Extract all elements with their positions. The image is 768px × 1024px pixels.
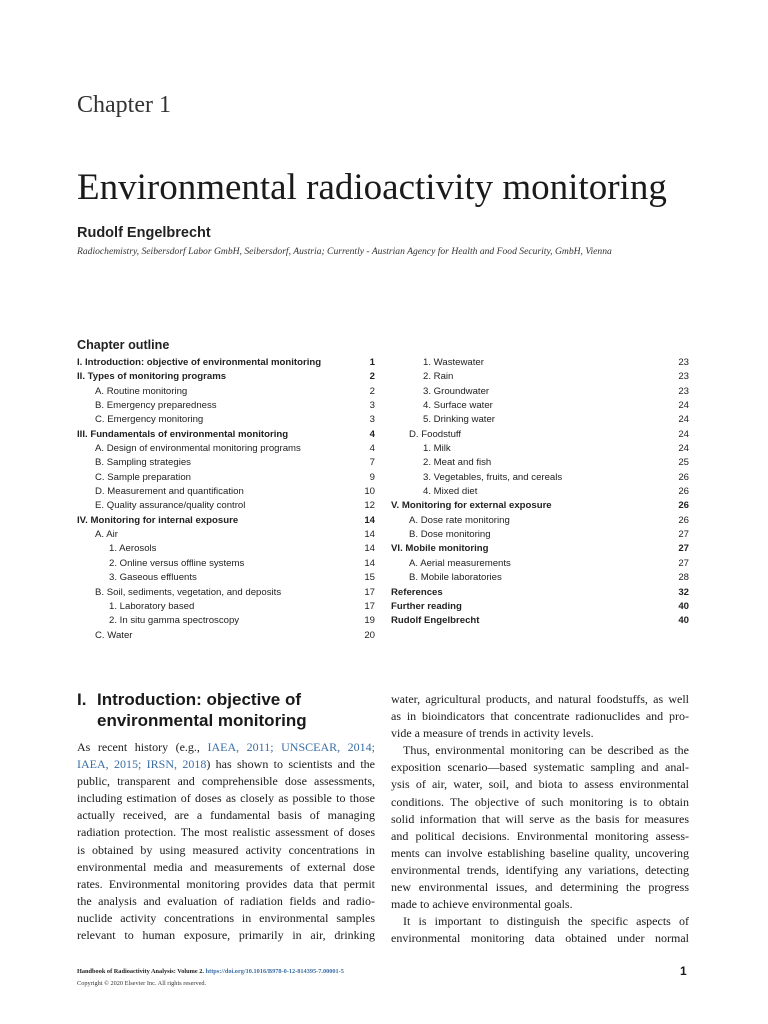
- body-text-line: [77, 893, 375, 910]
- author-affiliation: Radiochemistry, Seibersdorf Labor GmbH, Seibersdorf, Austria; Currently - Austrian Agency for Health and Food Security, GmbH, Vienna: [77, 246, 612, 257]
- section-number: I.: [77, 690, 87, 709]
- outline-entry-page: 24: [678, 428, 689, 440]
- outline-entry[interactable]: [77, 385, 375, 399]
- chapter-label: Chapter 1: [77, 92, 171, 118]
- outline-entry[interactable]: [391, 499, 689, 513]
- outline-entry[interactable]: [391, 600, 689, 614]
- outline-entry-title: I. Introduction: objective of environmental monitoring: [77, 357, 322, 368]
- outline-entry-title: B. Dose monitoring: [409, 529, 491, 541]
- outline-entry-page: 24: [678, 400, 689, 412]
- outline-entry[interactable]: [391, 528, 689, 542]
- outline-entry[interactable]: [391, 586, 689, 600]
- body-text-line: [391, 896, 689, 913]
- body-text-segment: solid information that will serve as the basis for measures: [391, 811, 689, 826]
- outline-entry-title: 1. Wastewater: [423, 357, 484, 368]
- outline-entry-page: 14: [364, 543, 375, 555]
- outline-entry-title: 3. Vegetables, fruits, and cereals: [423, 471, 563, 483]
- body-text-line: [391, 879, 689, 896]
- body-text-line: [391, 742, 689, 759]
- body-text-segment: It is important to distinguish the specific aspects of: [403, 914, 689, 929]
- body-text-line: [391, 708, 689, 725]
- outline-entry-title: A. Air: [95, 529, 118, 541]
- outline-entry[interactable]: [77, 428, 375, 442]
- body-text-segment: ysis of air, water, soil, and biota to assess environmental: [391, 777, 689, 792]
- outline-entry-title: 1. Milk: [423, 443, 451, 455]
- body-text-segment: relevant to human exposure, primarily in air, drinking: [77, 928, 375, 943]
- body-text-line: [77, 859, 375, 876]
- outline-entry-title: Rudolf Engelbrecht: [391, 615, 480, 627]
- body-text-segment: radiation protection. The most realistic assessment of doses: [77, 825, 375, 840]
- outline-entry-page: 4: [369, 443, 375, 455]
- body-text-line: [391, 930, 689, 947]
- outline-entry-title: A. Design of environmental monitoring programs: [95, 443, 301, 455]
- outline-entry[interactable]: [77, 586, 375, 600]
- outline-entry-title: 3. Groundwater: [423, 385, 490, 397]
- outline-entry[interactable]: [77, 399, 375, 413]
- outline-entry-page: 23: [678, 371, 689, 383]
- outline-entry[interactable]: [391, 456, 689, 470]
- outline-entry-page: 27: [678, 543, 689, 555]
- citation-link[interactable]: IAEA, 2011; UNSCEAR, 2014;: [207, 740, 375, 754]
- outline-entry-title: 2. Meat and fish: [423, 457, 492, 469]
- outline-entry[interactable]: [391, 614, 689, 628]
- outline-entry[interactable]: [77, 356, 375, 370]
- outline-entry[interactable]: [391, 542, 689, 556]
- body-text-segment: Thus, environmental monitoring can be described as the: [403, 743, 689, 758]
- outline-entry-page: 17: [364, 586, 375, 598]
- outline-entry[interactable]: [391, 557, 689, 571]
- outline-entry-page: 26: [678, 514, 689, 526]
- outline-entry[interactable]: [391, 399, 689, 413]
- body-text-line: [391, 776, 689, 793]
- body-text-segment: environmental trends, identifying any variations, detecting: [391, 862, 689, 877]
- outline-entry-page: 1: [369, 357, 375, 368]
- outline-entry[interactable]: [77, 600, 375, 614]
- outline-entry[interactable]: [77, 571, 375, 585]
- body-text-line: [391, 794, 689, 811]
- page-number: 1: [680, 964, 687, 978]
- outline-entry-title: B. Sampling strategies: [95, 457, 191, 469]
- outline-entry-title: 2. Rain: [423, 371, 454, 383]
- outline-entry[interactable]: [391, 571, 689, 585]
- outline-entry-page: 20: [364, 629, 375, 641]
- outline-entry-page: 4: [369, 428, 375, 440]
- outline-entry-title: References: [391, 586, 443, 598]
- outline-entry-page: 23: [678, 385, 689, 397]
- body-text-segment: new environmental issues, and determining the progress: [391, 880, 689, 895]
- body-text-segment: public, transparent and comprehensible dose assessments,: [77, 774, 375, 789]
- outline-entry-page: 24: [678, 443, 689, 455]
- outline-entry-page: 26: [678, 471, 689, 483]
- outline-entry[interactable]: [391, 370, 689, 384]
- outline-entry[interactable]: [77, 542, 375, 556]
- body-column-left: [77, 739, 375, 944]
- chapter-title: Environmental radioactivity monitoring: [77, 167, 667, 208]
- body-text-line: [391, 913, 689, 930]
- outline-entry[interactable]: [77, 413, 375, 427]
- body-text-line: [77, 773, 375, 790]
- outline-entry-page: 7: [369, 457, 375, 469]
- body-text-segment: made to achieve environmental goals.: [391, 897, 573, 912]
- body-text-segment: and political decisions. Environmental monitoring assess-: [391, 828, 689, 843]
- body-text-segment: nuclide activity concentrations in environmental samples: [77, 910, 375, 925]
- body-text-line: [391, 725, 689, 742]
- outline-entry-page: 14: [364, 557, 375, 569]
- body-text-line: [391, 862, 689, 879]
- body-text-line: [77, 824, 375, 841]
- body-text-line: [391, 691, 689, 708]
- body-text-line: [77, 756, 375, 773]
- body-text-segment: as in bioindicators that concentrate radionuclides and pro-: [391, 709, 689, 724]
- outline-entry-title: E. Quality assurance/quality control: [95, 500, 246, 512]
- outline-heading: Chapter outline: [77, 338, 170, 352]
- section-heading: [77, 690, 377, 731]
- outline-entry-page: 2: [369, 371, 375, 383]
- outline-entry-page: 26: [678, 486, 689, 498]
- outline-entry-title: V. Monitoring for external exposure: [391, 500, 552, 512]
- body-text-segment: ) has shown to scientists and the: [206, 757, 375, 772]
- outline-entry[interactable]: [391, 428, 689, 442]
- outline-entry-page: 25: [678, 457, 689, 469]
- outline-entry-title: 3. Gaseous effluents: [109, 572, 197, 584]
- outline-entry-page: 19: [364, 615, 375, 627]
- outline-left-column: [77, 356, 375, 643]
- section-heading-line2: environmental monitoring: [97, 710, 307, 730]
- outline-entry-page: 24: [678, 414, 689, 426]
- outline-entry[interactable]: [77, 557, 375, 571]
- outline-entry-title: 1. Laboratory based: [109, 600, 195, 612]
- body-text-line: [77, 842, 375, 859]
- body-text-segment: rates. Environmental monitoring provides data that permit: [77, 876, 375, 891]
- body-text-line: [391, 828, 689, 845]
- outline-entry-title: Further reading: [391, 600, 462, 612]
- body-text-segment: As recent history (e.g.,: [77, 740, 208, 754]
- outline-entry[interactable]: [77, 471, 375, 485]
- footer-copyright: Copyright © 2020 Elsevier Inc. All rights reserved.: [77, 980, 207, 987]
- outline-entry-title: 1. Aerosols: [109, 543, 157, 555]
- body-text-line: [77, 807, 375, 824]
- body-text-segment: vide a measure of trends in activity levels.: [391, 726, 594, 741]
- body-text-segment: exposition scenario—based systematic sampling and anal-: [391, 760, 689, 775]
- outline-entry[interactable]: [77, 629, 375, 643]
- outline-entry-title: B. Emergency preparedness: [95, 400, 217, 412]
- outline-entry-page: 14: [364, 529, 375, 541]
- footer-journal: Handbook of Radioactivity Analysis: Volume 2.: [77, 968, 206, 975]
- outline-entry-title: 4. Mixed diet: [423, 486, 478, 498]
- outline-entry-page: 32: [678, 586, 689, 598]
- body-text-line: [77, 910, 375, 927]
- outline-entry-page: 10: [364, 486, 375, 498]
- body-text-line: [77, 790, 375, 807]
- outline-entry-page: 3: [369, 400, 375, 412]
- outline-entry-title: C. Sample preparation: [95, 471, 191, 483]
- outline-entry-title: C. Emergency monitoring: [95, 414, 204, 426]
- section-heading-line1: Introduction: objective of: [97, 690, 301, 709]
- body-text-segment: ments can involve establishing baseline quality, uncovering: [391, 845, 689, 860]
- outline-entry-title: 2. Online versus offline systems: [109, 557, 245, 569]
- outline-entry[interactable]: [391, 385, 689, 399]
- outline-entry-title: D. Foodstuff: [409, 428, 462, 440]
- outline-entry[interactable]: [391, 442, 689, 456]
- outline-entry-title: 2. In situ gamma spectroscopy: [109, 615, 240, 627]
- outline-entry[interactable]: [391, 514, 689, 528]
- body-text-segment: environmental media and measurements of external dose: [77, 859, 375, 874]
- outline-entry-page: 26: [678, 500, 689, 512]
- outline-entry-title: IV. Monitoring for internal exposure: [77, 514, 239, 526]
- outline-entry[interactable]: [77, 499, 375, 513]
- body-text-segment: including estimation of doses as closely as possible to those: [77, 791, 375, 806]
- outline-entry-page: 14: [364, 514, 375, 526]
- outline-entry-page: 2: [369, 385, 375, 397]
- outline-entry-page: 27: [678, 529, 689, 541]
- citation-link[interactable]: IAEA, 2015; IRSN, 2018: [77, 757, 207, 772]
- body-text-segment: actually received, are a fundamental basis of managing: [77, 808, 375, 823]
- body-text-line: [77, 927, 375, 944]
- outline-entry-page: 15: [364, 572, 375, 584]
- outline-entry-title: C. Water: [95, 629, 133, 641]
- outline-entry-title: B. Mobile laboratories: [409, 572, 502, 584]
- outline-entry-title: A. Dose rate monitoring: [409, 514, 510, 526]
- body-text-segment: water, agricultural products, and natural foodstuffs, as well: [391, 692, 689, 706]
- outline-entry-title: 4. Surface water: [423, 400, 493, 412]
- outline-entry-title: II. Types of monitoring programs: [77, 371, 227, 383]
- outline-entry-page: 27: [678, 557, 689, 569]
- body-text-segment: conditions. The objective of such monitoring is to obtain: [391, 794, 689, 809]
- outline-right-column: [391, 356, 689, 629]
- outline-entry-title: VI. Mobile monitoring: [391, 543, 489, 555]
- body-text-segment: is obtained by using measured activity concentrations in: [77, 842, 375, 857]
- outline-entry-title: D. Measurement and quantification: [95, 486, 244, 498]
- outline-entry-page: 40: [678, 600, 689, 612]
- outline-entry[interactable]: [391, 485, 689, 499]
- outline-entry[interactable]: [391, 413, 689, 427]
- outline-entry-title: 5. Drinking water: [423, 414, 495, 426]
- footer-doi-link[interactable]: https://doi.org/10.1016/B978-0-12-814395-7.00001-5: [205, 968, 344, 975]
- outline-entry-page: 28: [678, 572, 689, 584]
- outline-entry[interactable]: [77, 370, 375, 384]
- footer-citation: [77, 968, 344, 975]
- outline-entry-title: A. Routine monitoring: [95, 385, 188, 397]
- outline-entry[interactable]: [391, 356, 689, 370]
- outline-entry[interactable]: [77, 442, 375, 456]
- outline-entry[interactable]: [77, 514, 375, 528]
- outline-entry[interactable]: [391, 471, 689, 485]
- outline-entry[interactable]: [77, 614, 375, 628]
- body-column-right: [391, 691, 689, 947]
- outline-entry-title: B. Soil, sediments, vegetation, and deposits: [95, 586, 282, 598]
- outline-entry-page: 17: [364, 600, 375, 612]
- author-name: Rudolf Engelbrecht: [77, 225, 211, 241]
- body-text-line: [391, 759, 689, 776]
- outline-entry[interactable]: [77, 456, 375, 470]
- body-text-line: [77, 739, 375, 756]
- outline-entry-title: III. Fundamentals of environmental monitoring: [77, 428, 289, 440]
- body-text-line: [391, 811, 689, 828]
- outline-entry-page: 12: [364, 500, 375, 512]
- outline-entry-page: 23: [678, 357, 689, 368]
- body-text-segment: environmental monitoring data obtained under normal: [391, 931, 689, 946]
- outline-entry-title: A. Aerial measurements: [409, 557, 511, 569]
- body-text-line: [391, 845, 689, 862]
- outline-entry-page: 9: [369, 471, 375, 483]
- outline-entry-page: 40: [678, 615, 689, 627]
- outline-entry[interactable]: [77, 528, 375, 542]
- body-text-line: [77, 876, 375, 893]
- body-text-segment: the analysis and evaluation of radiation fields and radio-: [77, 893, 375, 908]
- outline-entry[interactable]: [77, 485, 375, 499]
- outline-entry-page: 3: [369, 414, 375, 426]
